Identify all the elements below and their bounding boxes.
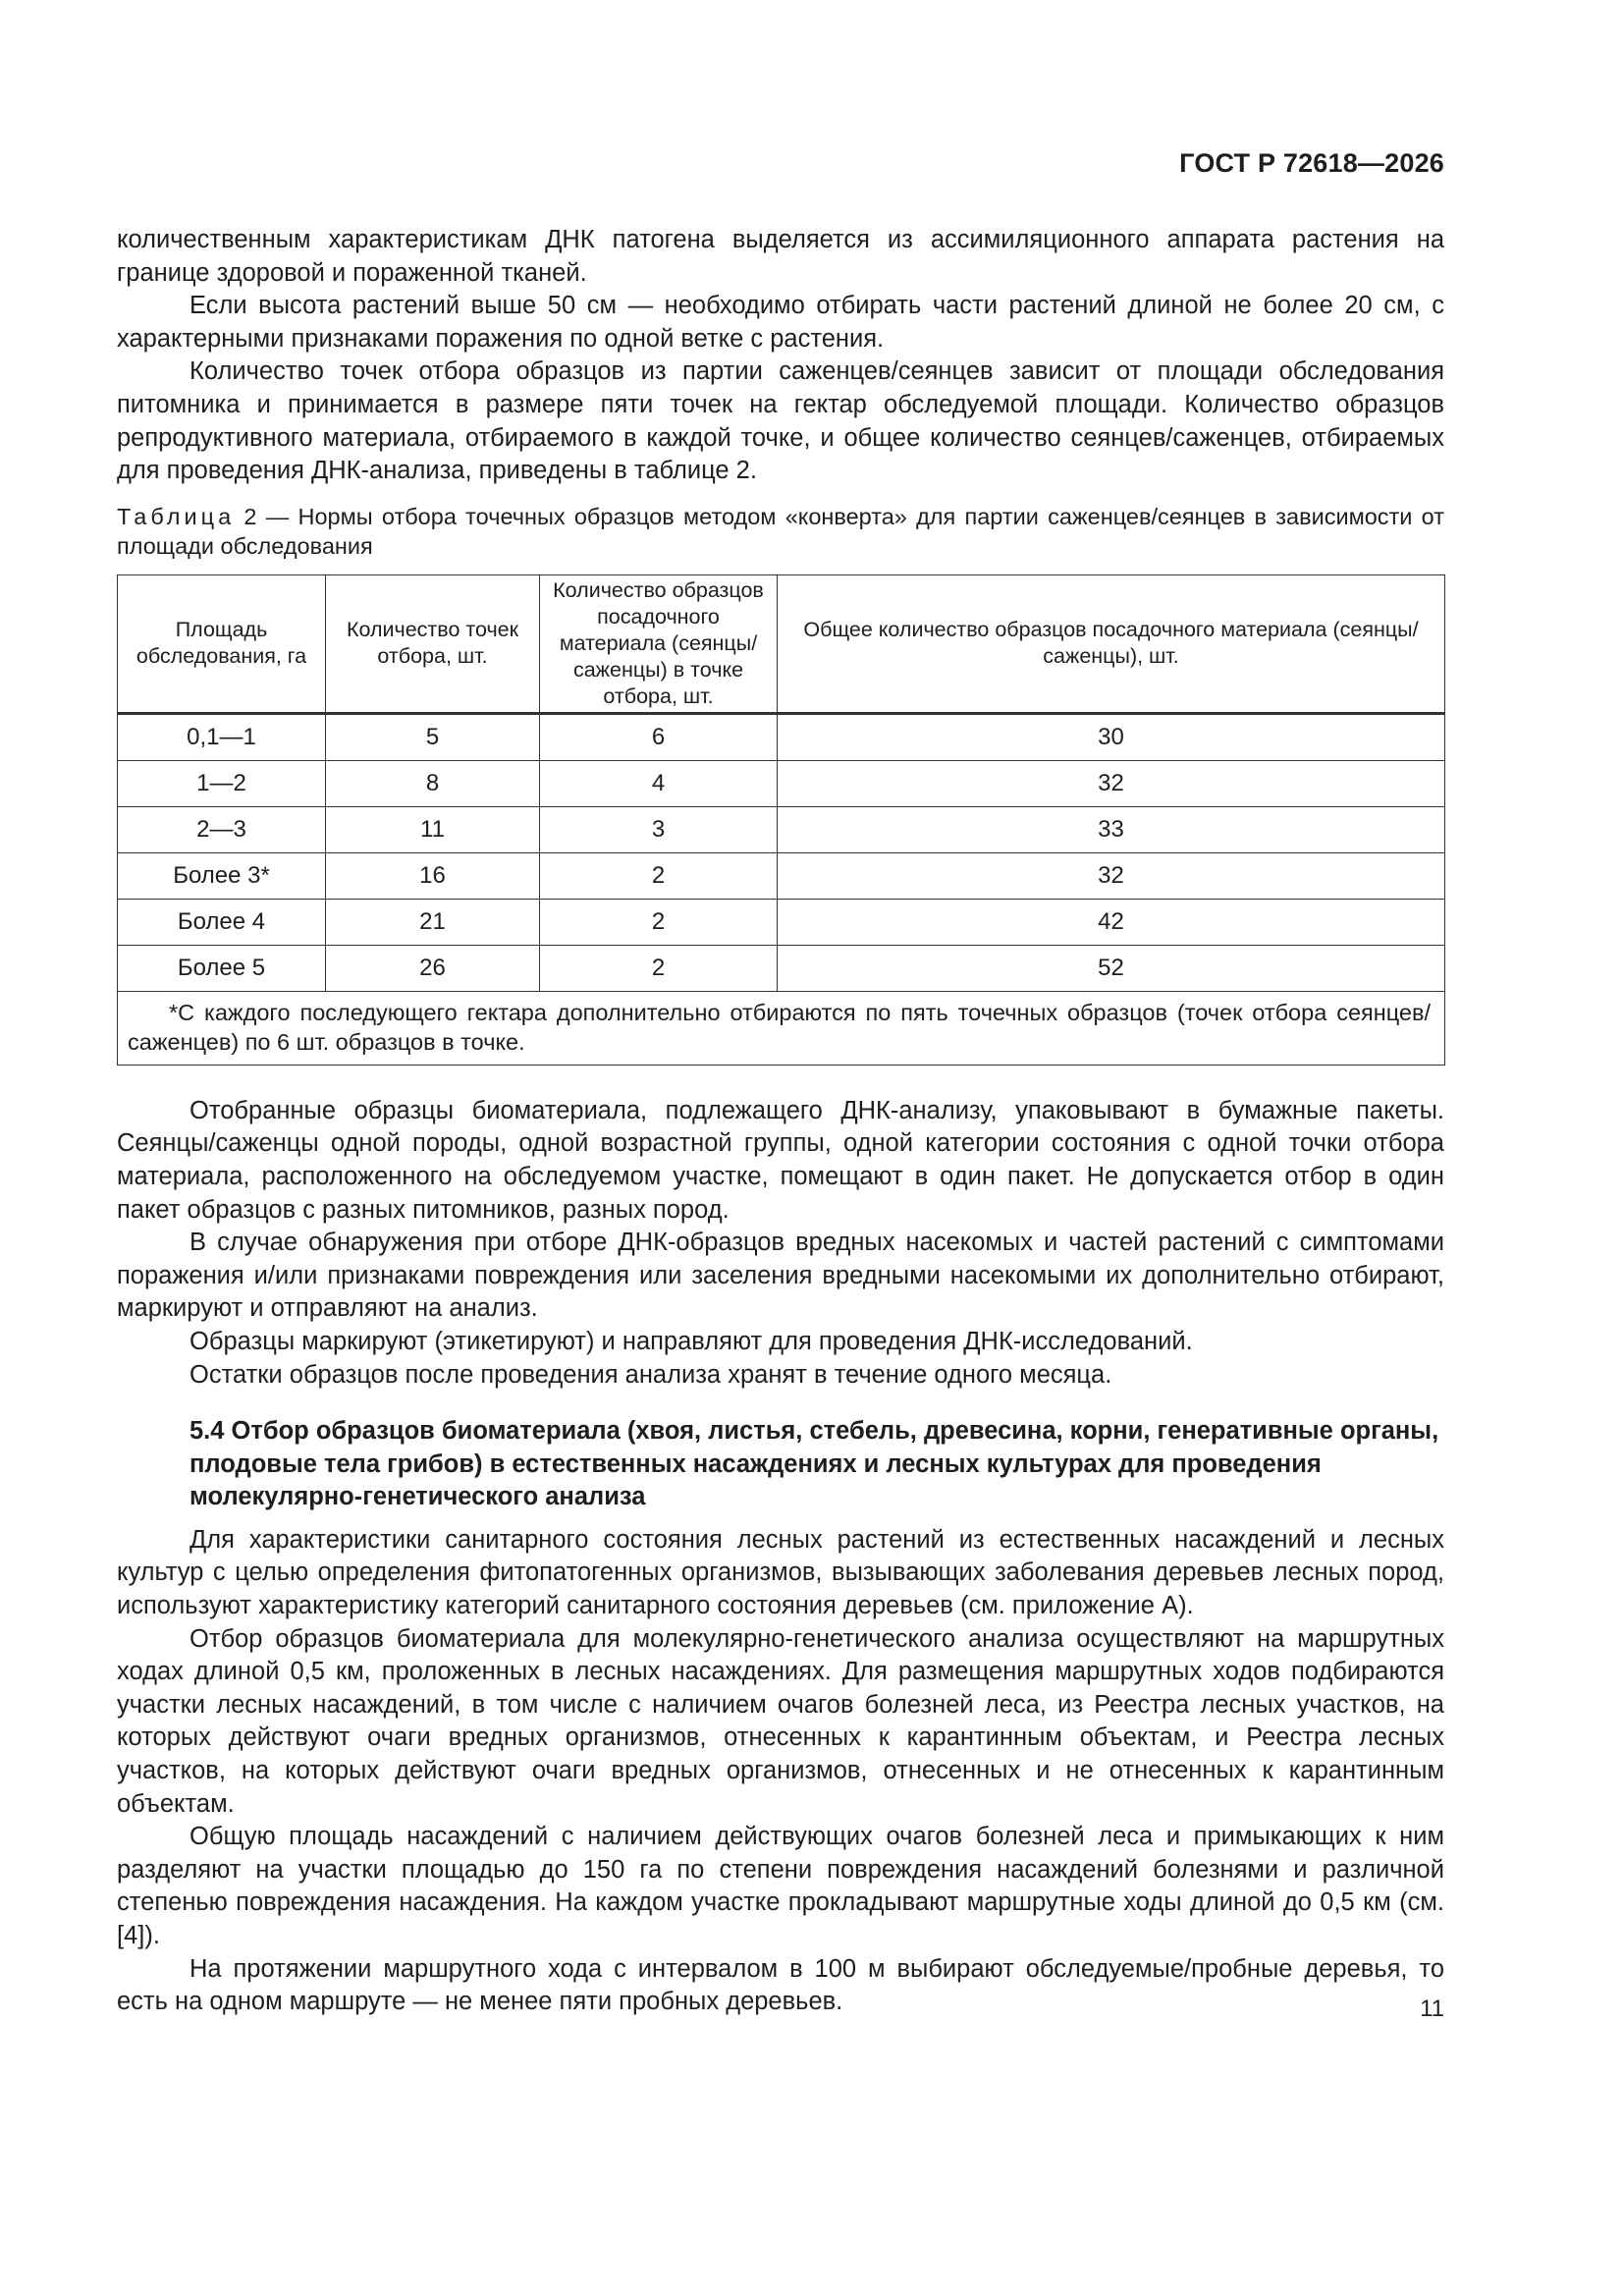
paragraph: Общую площадь насаждений с наличием действующих очагов болезней леса и примыкающих к ним разделяют на участки площадью до 150 га по степени повреждения насаждений болезнями и различной степенью повреждения насаждения. На каждом участке прокладывают маршрутные ходы длиной до 0,5 км (см. [4]). bbox=[117, 1823, 1444, 1949]
column-header-area: Площадь обследования, га bbox=[118, 574, 326, 713]
table-cell: 2 bbox=[540, 852, 778, 899]
column-header-total-samples: Общее количество образцов посадочного материала (сеянцы/саженцы), шт. bbox=[778, 574, 1445, 713]
table-cell: 30 bbox=[778, 713, 1445, 760]
table-cell: 2—3 bbox=[118, 806, 326, 852]
table-cell: 5 bbox=[326, 713, 540, 760]
paragraph: Для характеристики санитарного состояния лесных растений из естественных насаждений и лесных культур с целью определения фитопатогенных организмов, вызывающих заболевания деревьев лесных пород, используют характеристику категорий санитарного состояния деревьев (см. приложение А). bbox=[117, 1525, 1444, 1620]
table-cell: 11 bbox=[326, 806, 540, 852]
table-row bbox=[118, 806, 1445, 852]
page-number: 11 bbox=[1420, 1995, 1444, 2022]
table-cell: 6 bbox=[540, 713, 778, 760]
table-row bbox=[118, 713, 1445, 760]
table-cell: 21 bbox=[326, 899, 540, 945]
page-content bbox=[117, 224, 1444, 2019]
table-cell: 16 bbox=[326, 852, 540, 899]
table-cell: 4 bbox=[540, 760, 778, 806]
table-caption-text: — Нормы отбора точечных образцов методом «конверта» для партии саженцев/сеянцев в зависимости от площади обследования bbox=[117, 503, 1445, 559]
table-cell: Более 3* bbox=[118, 852, 326, 899]
table-cell: 0,1—1 bbox=[118, 713, 326, 760]
column-header-points: Количество точек отбора, шт. bbox=[326, 574, 540, 713]
table-footnote-text: *С каждого последующего гектара дополнительно отбираются по пять точечных образцов (точек отбора сеянцев/саженцев) по 6 шт. образцов в точке. bbox=[128, 999, 1431, 1055]
sampling-norms-table bbox=[117, 574, 1445, 1066]
paragraph: Отбор образцов биоматериала для молекулярно-генетического анализа осуществляют на маршрутных ходах длиной 0,5 км, проложенных в лесных насаждениях. Для размещения маршрутных ходов подбираются участки лесных насаждений, в том числе с наличием очагов болезней леса, из Реестра лесных участков, на которых действуют очаги вредных организмов, отнесенных к карантинным объектам, и Реестра лесных участков, на которых действуют очаги вредных организмов, отнесенных и не отнесенных к карантинным объектам. bbox=[117, 1624, 1444, 1818]
paragraph: Если высота растений выше 50 см — необходимо отбирать части растений длиной не более 20 см, с характерными признаками поражения по одной ветке с растения. bbox=[117, 292, 1444, 353]
table-cell: 2 bbox=[540, 899, 778, 945]
table-caption bbox=[117, 502, 1444, 561]
table-cell: 1—2 bbox=[118, 760, 326, 806]
table-cell: 26 bbox=[326, 945, 540, 991]
table-cell: 32 bbox=[778, 760, 1445, 806]
table-cell: Более 4 bbox=[118, 899, 326, 945]
table-cell: 52 bbox=[778, 945, 1445, 991]
table-row bbox=[118, 760, 1445, 806]
table-cell: 3 bbox=[540, 806, 778, 852]
table-cell: 32 bbox=[778, 852, 1445, 899]
document-code: ГОСТ Р 72618—2026 bbox=[1179, 148, 1444, 178]
table-row bbox=[118, 899, 1445, 945]
paragraph: Образцы маркируют (этикетируют) и направляют для проведения ДНК-исследований. bbox=[189, 1327, 1193, 1355]
table-cell: 42 bbox=[778, 899, 1445, 945]
table-footnote bbox=[118, 991, 1445, 1065]
table-header-row bbox=[118, 574, 1445, 713]
paragraph: На протяжении маршрутного хода с интервалом в 100 м выбирают обследуемые/пробные деревья, то есть на одном маршруте — не менее пяти пробных деревьев. bbox=[117, 1954, 1444, 2016]
paragraph: количественным характеристикам ДНК патогена выделяется из ассимиляционного аппарата растения на границе здоровой и пораженной тканей. bbox=[117, 226, 1444, 287]
table-footnote-row bbox=[118, 991, 1445, 1065]
paragraph: В случае обнаружения при отборе ДНК-образцов вредных насекомых и частей растений с симптомами поражения и/или признаками повреждения или заселения вредными насекомыми их дополнительно отбирают, маркируют и отправляют на анализ. bbox=[117, 1229, 1444, 1323]
table-row bbox=[118, 852, 1445, 899]
table-caption-number: 2 bbox=[243, 503, 257, 529]
column-header-samples-per-point: Количество образцов посадочного материала (сеянцы/ саженцы) в точке отбора, шт. bbox=[540, 574, 778, 713]
paragraph: Остатки образцов после проведения анализа хранят в течение одного месяца. bbox=[189, 1360, 1112, 1389]
table-cell: 8 bbox=[326, 760, 540, 806]
table-cell: 2 bbox=[540, 945, 778, 991]
table-cell: Более 5 bbox=[118, 945, 326, 991]
paragraph: Количество точек отбора образцов из партии саженцев/сеянцев зависит от площади обследования питомника и принимается в размере пяти точек на гектар обследуемой площади. Количество образцов репродуктивного материала, отбираемого в каждой точке, и общее количество сеянцев/саженцев, отбираемых для проведения ДНК-анализа, приведены в таблице 2. bbox=[117, 357, 1444, 485]
table-row bbox=[118, 945, 1445, 991]
paragraph: Отобранные образцы биоматериала, подлежащего ДНК-анализу, упаковывают в бумажные пакеты. Сеянцы/саженцы одной породы, одной возрастной группы, одной категории состояния с одной точки отбора материала, расположенного на обследуемом участке, помещают в один пакет. Не допускается отбор в один пакет образцов с разных питомников, разных пород. bbox=[117, 1096, 1444, 1224]
section-heading: 5.4 Отбор образцов биоматериала (хвоя, листья, стебель, древесина, корни, генеративные органы, плодовые тела грибов) в естественных насаждениях и лесных культурах для проведения молекулярно-генетического анализа bbox=[189, 1417, 1439, 1511]
table-cell: 33 bbox=[778, 806, 1445, 852]
table-caption-label: Таблица bbox=[117, 503, 236, 529]
